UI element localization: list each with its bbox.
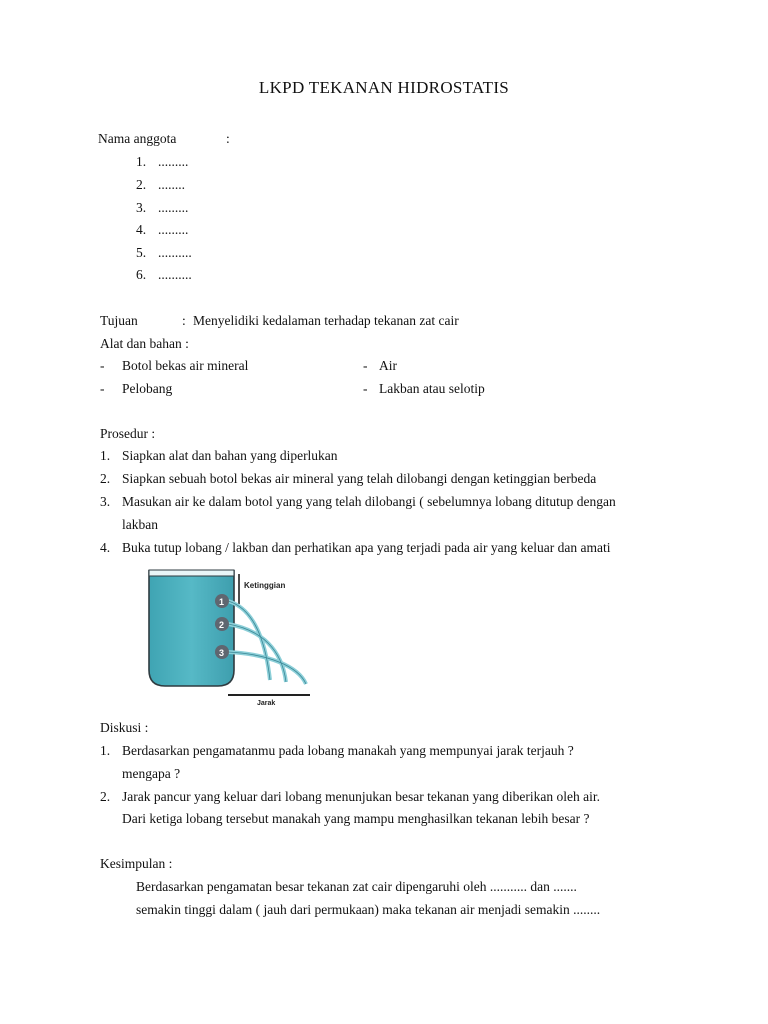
material-item: Botol bekas air mineral	[122, 358, 249, 373]
hole-2-label: 2	[219, 620, 225, 630]
procedure-step: Siapkan alat dan bahan yang diperlukan	[122, 448, 338, 463]
materials-label: Alat dan bahan :	[100, 336, 189, 351]
members-label: Nama anggota	[98, 131, 177, 146]
discussion-label: Diskusi :	[100, 720, 149, 735]
discussion-question: Jarak pancur yang keluar dari lobang menunjukan besar tekanan yang diberikan oleh air.	[122, 789, 600, 804]
member-item	[136, 153, 188, 171]
container-rim	[149, 570, 234, 576]
procedure-number: 1.	[100, 448, 111, 463]
conclusion-line: semakin tinggi dalam ( jauh dari permukaan) maka tekanan air menjadi semakin ........	[136, 902, 601, 917]
member-blank: .........	[158, 222, 189, 237]
hole-3-label: 3	[219, 648, 225, 658]
conclusion-line: Berdasarkan pengamatan besar tekanan zat cair dipengaruhi oleh ........... dan .......	[136, 879, 577, 894]
member-number: 6.	[136, 267, 147, 282]
member-blank: ..........	[158, 245, 192, 260]
goal-label: Tujuan	[100, 313, 138, 328]
member-number: 2.	[136, 177, 147, 192]
procedure-number: 2.	[100, 471, 111, 486]
member-number: 1.	[136, 154, 147, 169]
material-dash: -	[363, 358, 368, 373]
member-item	[136, 176, 185, 194]
discussion-question: Berdasarkan pengamatanmu pada lobang manakah yang mempunyai jarak terjauh ?	[122, 743, 574, 758]
procedure-label: Prosedur :	[100, 426, 156, 441]
procedure-step: Siapkan sebuah botol bekas air mineral yang telah dilobangi dengan ketinggian berbeda	[122, 471, 597, 486]
goal-text: Menyelidiki kedalaman terhadap tekanan zat cair	[193, 313, 459, 328]
member-number: 5.	[136, 245, 147, 260]
material-dash: -	[100, 358, 105, 373]
procedure-step: Buka tutup lobang / lakban dan perhatikan apa yang terjadi pada air yang keluar dan amati	[122, 540, 611, 555]
member-item	[136, 199, 188, 217]
procedure-step-continued: lakban	[122, 517, 158, 532]
member-item	[136, 244, 192, 262]
member-blank: ..........	[158, 267, 192, 282]
distance-label: Jarak	[257, 700, 276, 707]
material-dash: -	[100, 381, 105, 396]
material-item: Pelobang	[122, 381, 173, 396]
member-blank: .........	[158, 200, 189, 215]
conclusion-label: Kesimpulan :	[100, 856, 173, 871]
discussion-question-continued: mengapa ?	[122, 766, 181, 781]
discussion-number: 1.	[100, 743, 111, 758]
procedure-step: Masukan air ke dalam botol yang yang telah dilobangi ( sebelumnya lobang ditutup dengan	[122, 494, 616, 509]
members-colon: :	[226, 131, 230, 146]
material-item: Lakban atau selotip	[379, 381, 485, 396]
procedure-number: 3.	[100, 494, 111, 509]
member-item	[136, 266, 192, 284]
height-label: Ketinggian	[244, 581, 286, 590]
goal-colon: :	[182, 313, 186, 328]
discussion-question-continued: Dari ketiga lobang tersebut manakah yang mampu menghasilkan tekanan lebih besar ?	[122, 811, 590, 826]
material-dash: -	[363, 381, 368, 396]
document-title: LKPD TEKANAN HIDROSTATIS	[258, 78, 510, 97]
hydrostatic-bottle-figure	[140, 566, 320, 712]
hole-1-label: 1	[219, 597, 225, 607]
member-blank: ........	[158, 177, 185, 192]
member-number: 4.	[136, 222, 147, 237]
member-item	[136, 221, 188, 239]
discussion-number: 2.	[100, 789, 111, 804]
material-item: Air	[379, 358, 397, 373]
member-blank: .........	[158, 154, 189, 169]
member-number: 3.	[136, 200, 147, 215]
procedure-number: 4.	[100, 540, 111, 555]
